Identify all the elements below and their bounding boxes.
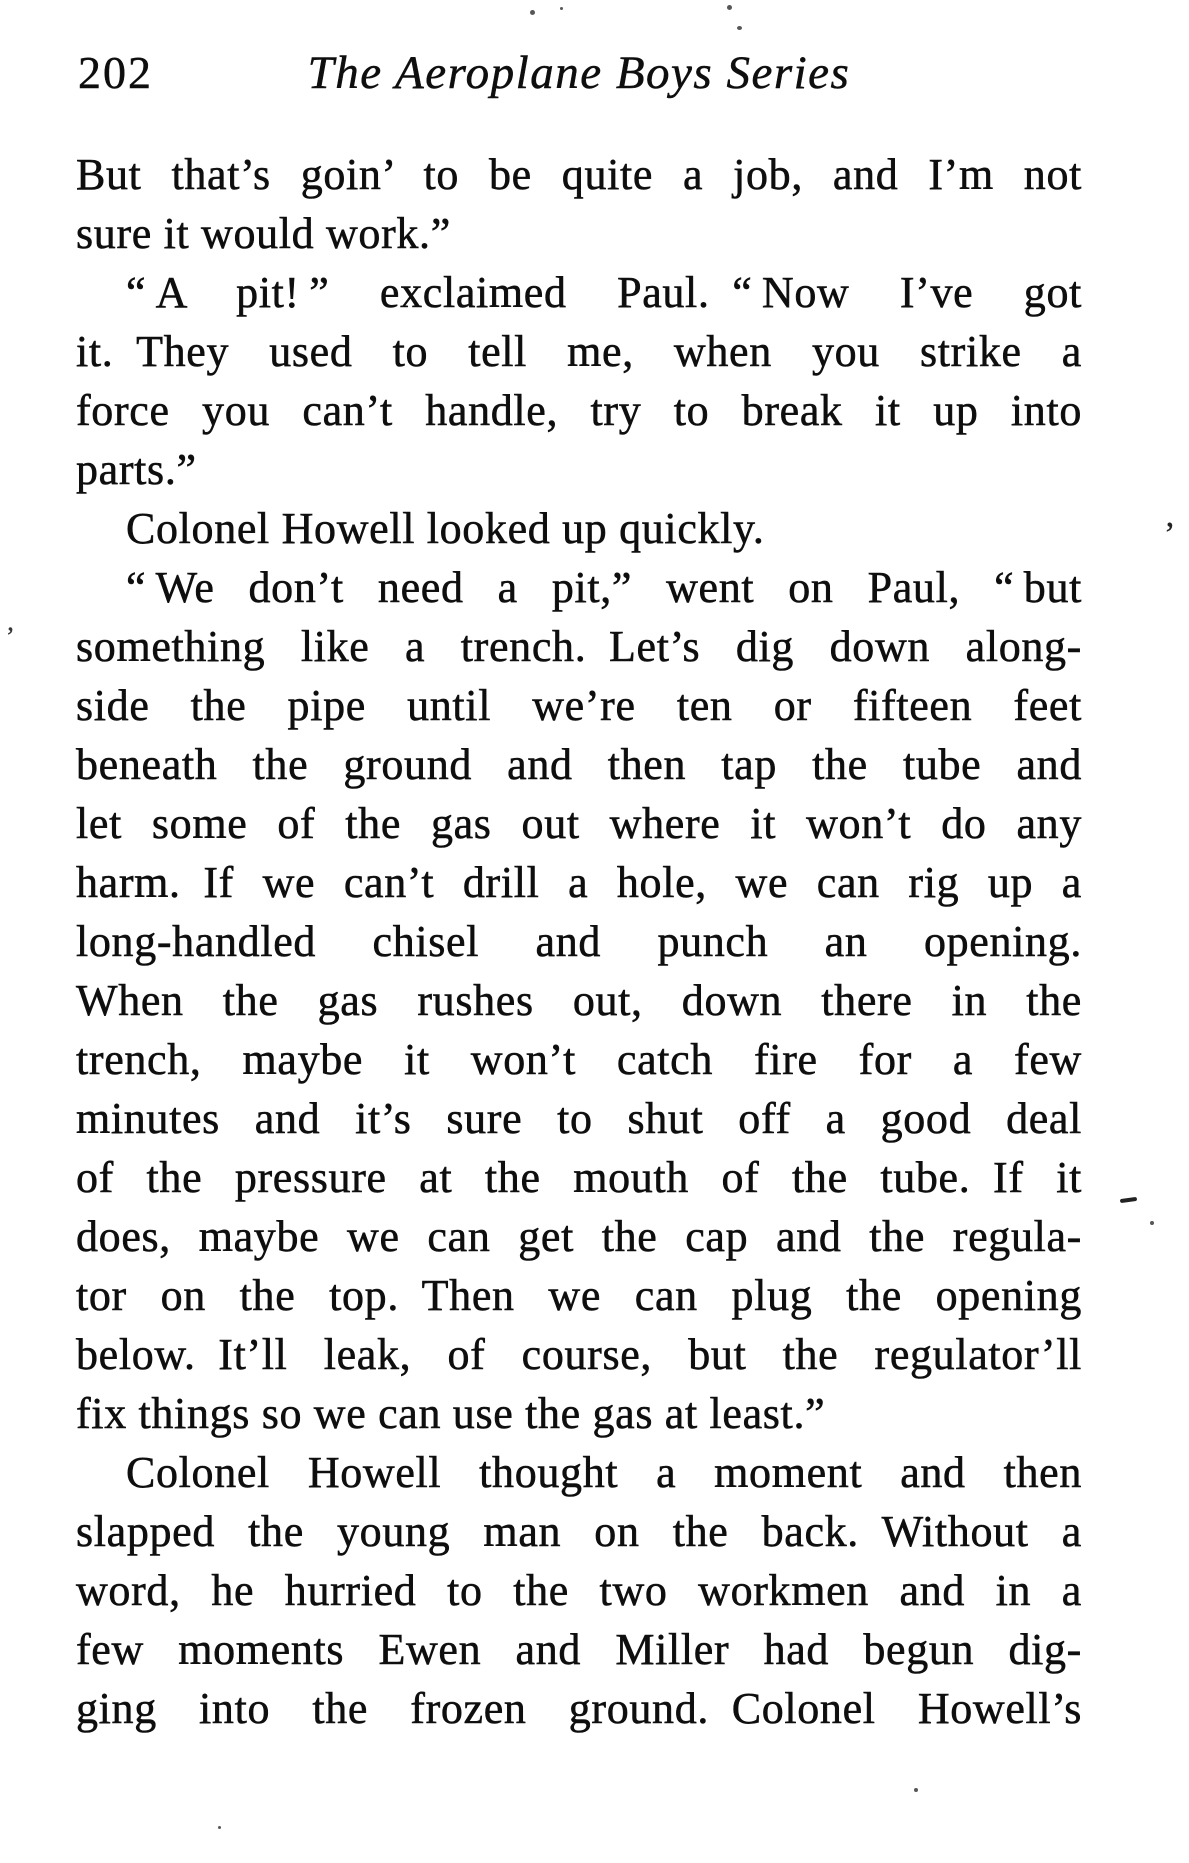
text-line: ging into the frozen ground. Colonel Howell’s xyxy=(76,1684,1082,1733)
text-line: side the pipe until we’re ten or fifteen feet xyxy=(76,681,1082,730)
text-line: harm. If we can’t drill a hole, we can rig up a xyxy=(76,858,1082,907)
scan-mark-right: ’ xyxy=(1164,516,1176,553)
text-line: When the gas rushes out, down there in the xyxy=(76,976,1082,1025)
scan-speck xyxy=(560,7,563,10)
text-line: tor on the top. Then we can plug the opening xyxy=(76,1271,1082,1320)
text-line: Colonel Howell thought a moment and then xyxy=(126,1448,1082,1497)
text-line: let some of the gas out where it won’t do any xyxy=(76,799,1082,848)
text-line: force you can’t handle, try to break it up into xyxy=(76,386,1082,435)
text-line: Colonel Howell looked up quickly. xyxy=(126,504,765,553)
running-title: The Aeroplane Boys Series xyxy=(307,47,851,99)
scan-speck xyxy=(218,1826,221,1829)
page-text xyxy=(76,145,1082,1738)
text-line: of the pressure at the mouth of the tube. If it xyxy=(76,1153,1082,1202)
text-line: But that’s goin’ to be quite a job, and I’m not xyxy=(76,150,1082,199)
text-line: fix things so we can use the gas at least.” xyxy=(76,1389,826,1438)
scan-speck xyxy=(737,26,742,30)
text-line: long-handled chisel and punch an opening. xyxy=(76,917,1082,966)
text-line: “ A pit! ” exclaimed Paul. “ Now I’ve got xyxy=(126,268,1082,317)
scan-speck xyxy=(1150,1221,1154,1225)
text-line: it. They used to tell me, when you strike a xyxy=(76,327,1082,376)
text-line: does, maybe we can get the cap and the regula- xyxy=(76,1212,1082,1261)
scan-speck xyxy=(914,1788,918,1792)
text-line: slapped the young man on the back. Without a xyxy=(76,1507,1082,1556)
text-line: sure it would work.” xyxy=(76,209,451,258)
scan-mark-left: ’ xyxy=(6,622,15,651)
scan-speck xyxy=(727,5,732,10)
text-line: word, he hurried to the two workmen and in a xyxy=(76,1566,1082,1615)
text-line: minutes and it’s sure to shut off a good deal xyxy=(76,1094,1082,1143)
text-line: beneath the ground and then tap the tube and xyxy=(76,740,1082,789)
text-line: something like a trench. Let’s dig down along- xyxy=(76,622,1082,671)
text-line: parts.” xyxy=(76,445,197,494)
page-header xyxy=(76,42,1082,104)
text-line: below. It’ll leak, of course, but the regulator’ll xyxy=(76,1330,1082,1379)
scan-dash xyxy=(1120,1197,1137,1203)
text-line: few moments Ewen and Miller had begun dig- xyxy=(76,1625,1082,1674)
text-line: trench, maybe it won’t catch fire for a few xyxy=(76,1035,1082,1084)
scan-speck xyxy=(530,10,535,15)
text-line: “ We don’t need a pit,” went on Paul, “ but xyxy=(126,563,1082,612)
page-number: 202 xyxy=(78,47,153,98)
